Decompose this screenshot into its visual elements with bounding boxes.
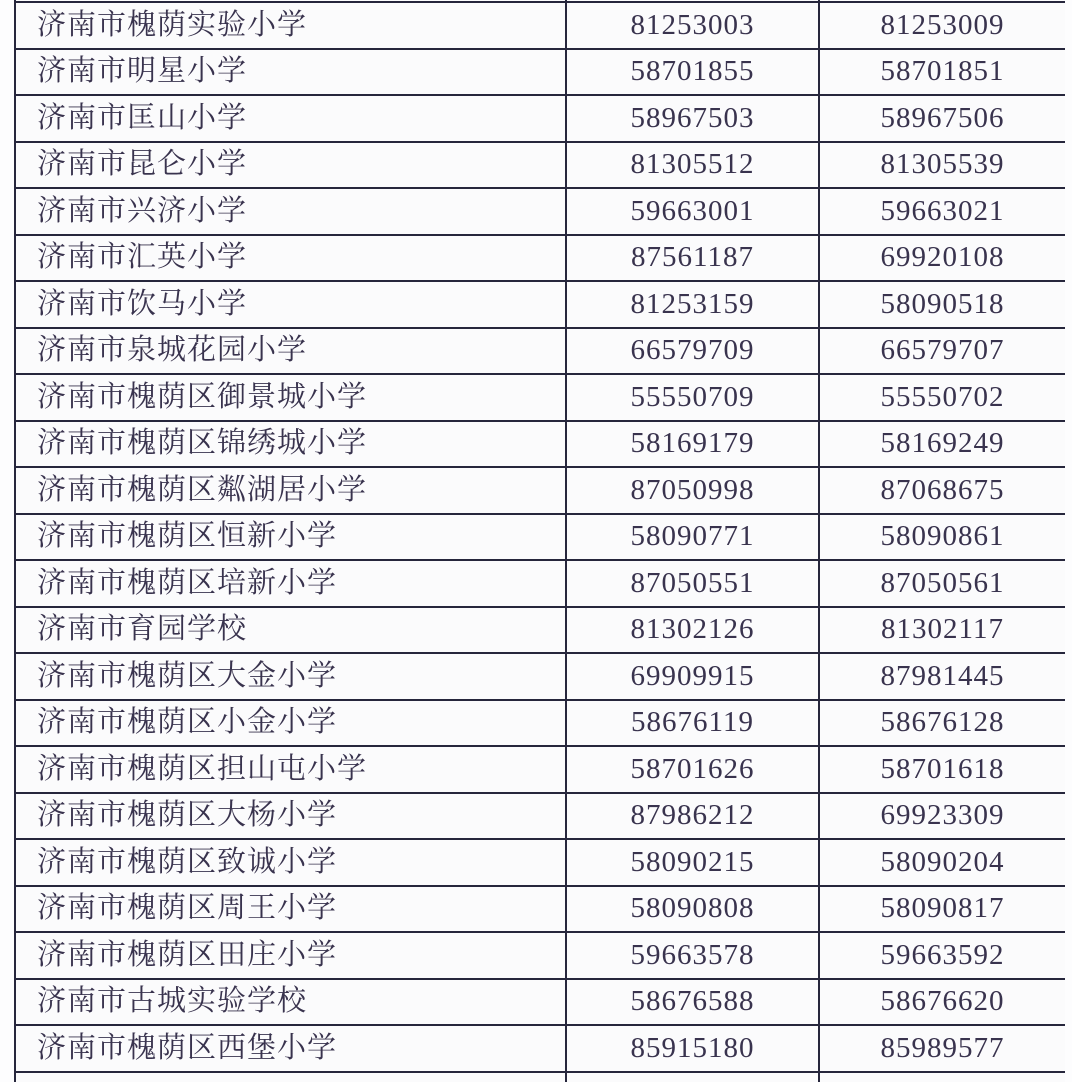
table-row	[15, 1025, 1065, 1072]
table-row	[15, 932, 1065, 979]
phone2-cell: 59663592	[819, 932, 1065, 979]
table-row	[15, 421, 1065, 468]
phone1-cell: 58967503	[566, 95, 819, 142]
phone1-cell: 87986212	[566, 793, 819, 840]
phone1-cell: 58676588	[566, 979, 819, 1026]
phone2-cell: 58090518	[819, 281, 1065, 328]
phone1-cell: 58090771	[566, 514, 819, 561]
phone2-cell: 58090204	[819, 839, 1065, 886]
phone2-cell: 87050561	[819, 560, 1065, 607]
school-name-cell: 济南市匡山小学	[15, 95, 566, 142]
phone2-cell: 58701618	[819, 746, 1065, 793]
table-row	[15, 2, 1065, 49]
school-name-cell: 济南市槐荫区培新小学	[15, 560, 566, 607]
phone2-cell: 81253009	[819, 2, 1065, 49]
phone1-cell: 58169179	[566, 421, 819, 468]
phone1-cell: 58701855	[566, 49, 819, 96]
clipped-name-cell	[15, 1072, 566, 1082]
phone1-cell: 58701626	[566, 746, 819, 793]
table-row	[15, 653, 1065, 700]
phone2-cell: 58090817	[819, 886, 1065, 933]
school-name-cell: 济南市槐荫区锦绣城小学	[15, 421, 566, 468]
clipped-phone2-cell	[819, 1072, 1065, 1082]
school-name-cell: 济南市泉城花园小学	[15, 328, 566, 375]
school-name-cell: 济南市槐荫区御景城小学	[15, 374, 566, 421]
phone2-cell: 58676620	[819, 979, 1065, 1026]
school-name-cell: 济南市古城实验学校	[15, 979, 566, 1026]
table-row	[15, 235, 1065, 282]
table-row	[15, 607, 1065, 654]
school-name-cell: 济南市明星小学	[15, 49, 566, 96]
table-row	[15, 467, 1065, 514]
phone2-cell: 87068675	[819, 467, 1065, 514]
phone1-cell: 69909915	[566, 653, 819, 700]
phone2-cell: 58967506	[819, 95, 1065, 142]
clipped-row-bottom	[15, 1072, 1065, 1082]
phone2-cell: 58701851	[819, 49, 1065, 96]
phone1-cell: 85915180	[566, 1025, 819, 1072]
table-row	[15, 979, 1065, 1026]
table-row	[15, 374, 1065, 421]
phone1-cell: 81302126	[566, 607, 819, 654]
phone2-cell: 81305539	[819, 142, 1065, 189]
phone1-cell: 87561187	[566, 235, 819, 282]
phone1-cell: 58090215	[566, 839, 819, 886]
school-phone-table	[14, 0, 1065, 1082]
phone1-cell: 58676119	[566, 700, 819, 747]
table-row	[15, 281, 1065, 328]
phone1-cell: 66579709	[566, 328, 819, 375]
phone1-cell: 55550709	[566, 374, 819, 421]
school-name-cell: 济南市槐荫区大金小学	[15, 653, 566, 700]
table-row	[15, 746, 1065, 793]
phone2-cell: 69923309	[819, 793, 1065, 840]
table-row	[15, 700, 1065, 747]
table-row	[15, 188, 1065, 235]
table-row	[15, 142, 1065, 189]
school-name-cell: 济南市槐荫实验小学	[15, 2, 566, 49]
school-name-cell: 济南市槐荫区粼湖居小学	[15, 467, 566, 514]
table-row	[15, 328, 1065, 375]
school-name-cell: 济南市槐荫区恒新小学	[15, 514, 566, 561]
phone2-cell: 66579707	[819, 328, 1065, 375]
school-name-cell: 济南市饮马小学	[15, 281, 566, 328]
phone2-cell: 58169249	[819, 421, 1065, 468]
phone1-cell: 81253003	[566, 2, 819, 49]
phone1-cell: 59663578	[566, 932, 819, 979]
phone2-cell: 58090861	[819, 514, 1065, 561]
school-name-cell: 济南市育园学校	[15, 607, 566, 654]
table-row	[15, 95, 1065, 142]
school-phone-directory	[14, 0, 1065, 1082]
school-name-cell: 济南市兴济小学	[15, 188, 566, 235]
school-name-cell: 济南市汇英小学	[15, 235, 566, 282]
school-name-cell: 济南市槐荫区小金小学	[15, 700, 566, 747]
phone1-cell: 58090808	[566, 886, 819, 933]
school-name-cell: 济南市槐荫区致诚小学	[15, 839, 566, 886]
phone1-cell: 81305512	[566, 142, 819, 189]
table-row	[15, 839, 1065, 886]
table-row	[15, 49, 1065, 96]
school-name-cell: 济南市昆仑小学	[15, 142, 566, 189]
school-name-cell: 济南市槐荫区担山屯小学	[15, 746, 566, 793]
school-name-cell: 济南市槐荫区田庄小学	[15, 932, 566, 979]
phone2-cell: 87981445	[819, 653, 1065, 700]
phone2-cell: 55550702	[819, 374, 1065, 421]
phone1-cell: 87050998	[566, 467, 819, 514]
phone2-cell: 69920108	[819, 235, 1065, 282]
phone1-cell: 87050551	[566, 560, 819, 607]
table-row	[15, 886, 1065, 933]
phone1-cell: 81253159	[566, 281, 819, 328]
phone2-cell: 85989577	[819, 1025, 1065, 1072]
table-row	[15, 560, 1065, 607]
phone2-cell: 58676128	[819, 700, 1065, 747]
table-row	[15, 793, 1065, 840]
phone1-cell: 59663001	[566, 188, 819, 235]
clipped-phone1-cell	[566, 1072, 819, 1082]
table-body	[15, 0, 1065, 1082]
school-name-cell: 济南市槐荫区大杨小学	[15, 793, 566, 840]
school-name-cell: 济南市槐荫区西堡小学	[15, 1025, 566, 1072]
table-row	[15, 514, 1065, 561]
phone2-cell: 59663021	[819, 188, 1065, 235]
school-name-cell: 济南市槐荫区周王小学	[15, 886, 566, 933]
phone2-cell: 81302117	[819, 607, 1065, 654]
